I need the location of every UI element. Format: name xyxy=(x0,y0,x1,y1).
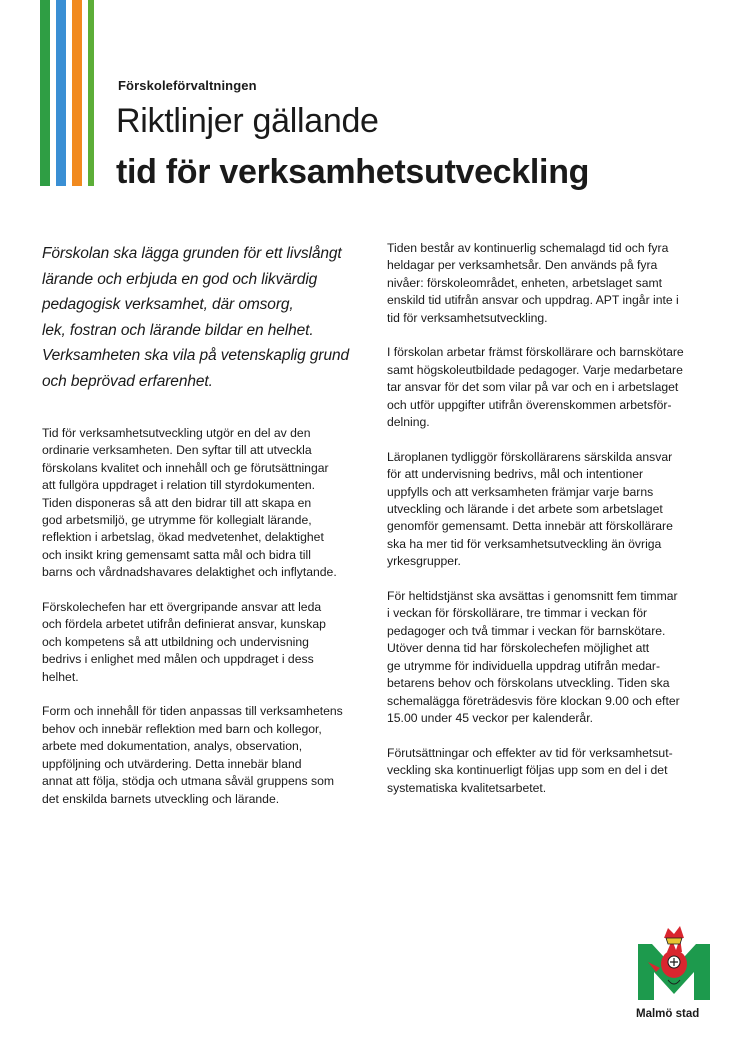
text-line: I förskolan arbetar främst förskollärare och barnskötare xyxy=(387,345,684,360)
stripe-light-green xyxy=(88,0,94,186)
text-line: god arbetsmiljö, ge utrymme för kollegialt lärande, xyxy=(42,513,312,528)
intro-line: och beprövad erfarenhet. xyxy=(42,372,213,390)
intro-line: Förskolan ska lägga grunden för ett livslångt xyxy=(42,245,342,262)
text-line: förskolans kvalitet och innehåll och ge förutsättningar xyxy=(42,460,329,475)
intro-line: pedagogisk verksamhet, där omsorg, xyxy=(42,296,294,313)
text-line: att fullgöra uppdraget i relation till styrdokumenten. xyxy=(42,478,316,493)
intro-line: lärande och erbjuda en god och likvärdig xyxy=(42,270,318,288)
text-line: genomför gemensamt. Detta innebär att förskollärare xyxy=(387,519,673,534)
page-title-line1: Riktlinjer gällande xyxy=(116,102,379,140)
decorative-stripes xyxy=(40,0,94,186)
text-line: tid för verksamhetsutveckling. xyxy=(387,310,548,325)
text-line: delning. xyxy=(387,415,430,430)
text-line: enskild tid utifrån ansvar och uppdrag. APT ingår inte i xyxy=(387,293,679,308)
right-column xyxy=(387,240,717,814)
text-line: tar ansvar för det som vilar på var och en i arbetslaget xyxy=(387,380,679,395)
paragraph xyxy=(42,703,372,807)
text-line: behov och innebär reflektion med barn och kollegor, xyxy=(42,721,322,736)
page-title-line2: tid för verksamhetsutveckling xyxy=(116,153,590,191)
intro-quote xyxy=(42,241,372,394)
city-name: Malmö stad xyxy=(636,1008,700,1020)
text-line: uppföljning och utvärdering. Detta innebär bland xyxy=(42,756,302,771)
text-line: Förskolechefen har ett övergripande ansvar att leda xyxy=(42,600,322,615)
paragraph xyxy=(42,425,372,582)
malmo-coat-of-arms-icon xyxy=(634,922,714,1022)
intro-line: Verksamheten ska vila på vetenskaplig grund xyxy=(42,347,350,364)
text-line: systematiska kvalitetsarbetet. xyxy=(387,780,547,795)
text-line: Utöver denna tid har förskolechefen möjlighet att xyxy=(387,641,650,656)
text-line: för att undervisning bedrivs, mål och intentioner xyxy=(387,467,644,482)
text-line: ska ha mer tid för verksamhetsutveckling än övriga xyxy=(387,536,662,551)
stripe-blue xyxy=(56,0,66,186)
text-line: utveckling och lärande i det arbete som arbetslaget xyxy=(387,502,663,517)
paragraph xyxy=(42,599,372,686)
paragraph xyxy=(387,745,717,797)
left-column xyxy=(42,425,372,825)
text-line: och fördela arbetet utifrån definierat ansvar, kunskap xyxy=(42,617,326,632)
text-line: annat att följa, stödja och utmana såväl gruppens som xyxy=(42,774,335,789)
text-line: reflektion i arbetslag, ökad medvetenhet, delaktighet xyxy=(42,530,324,545)
text-line: helhet. xyxy=(42,669,79,684)
text-line: och kompetens så att utbildning och undervisning xyxy=(42,634,309,649)
text-line: det enskilda barnets utveckling och lärande. xyxy=(42,791,280,806)
text-line: och insikt kring gemensamt satta mål och bidra till xyxy=(42,547,311,562)
text-line: nivåer: förskoleområdet, enheten, arbetslaget samt xyxy=(387,275,663,290)
text-line: schemalägga företrädesvis före klockan 9.00 och efter xyxy=(387,693,680,708)
stripe-green xyxy=(40,0,50,186)
text-line: Tiden disponeras så att den bidrar till att skapa en xyxy=(42,495,312,510)
text-line: betarens behov och förskolans utveckling. Tiden ska xyxy=(387,676,670,691)
text-line: uppfylls och att verksamheten främjar varje barns xyxy=(387,484,654,499)
text-line: och utför uppgifter utifrån överenskommen arbetsför- xyxy=(387,397,672,412)
text-line: pedagoger och två timmar i veckan för barnskötare. xyxy=(387,623,666,638)
text-line: ordinarie verksamheten. Den syftar till att utveckla xyxy=(42,443,312,458)
text-line: i veckan för förskollärare, tre timmar i veckan för xyxy=(387,606,648,621)
paragraph xyxy=(387,449,717,571)
text-line: samt högskoleutbildade pedagoger. Varje medarbetare xyxy=(387,362,683,377)
paragraph xyxy=(387,588,717,727)
text-line: heldagar per verksamhetsår. Den används på fyra xyxy=(387,258,658,273)
text-line: Form och innehåll för tiden anpassas till verksamhetens xyxy=(42,704,343,719)
text-line: Tid för verksamhetsutveckling utgör en del av den xyxy=(42,426,311,440)
text-line: Tiden består av kontinuerlig schemalagd tid och fyra xyxy=(387,241,669,255)
text-line: bedrivs i enlighet med målen och uppdraget i dess xyxy=(42,652,314,667)
text-line: yrkesgrupper. xyxy=(387,554,461,569)
paragraph xyxy=(387,344,717,431)
intro-line: lek, fostran och lärande bildar en helhet. xyxy=(42,321,314,339)
paragraph xyxy=(387,240,717,327)
text-line: veckling ska kontinuerligt följas upp som en del i det xyxy=(387,763,668,778)
text-line: För heltidstjänst ska avsättas i genomsnitt fem timmar xyxy=(387,589,678,604)
text-line: 15.00 under 45 veckor per kalenderår. xyxy=(387,710,593,725)
text-line: Förutsättningar och effekter av tid för verksamhetsut- xyxy=(387,745,673,760)
stripe-orange xyxy=(72,0,82,186)
text-line: barns och vårdnadshavares delaktighet och inflytande. xyxy=(42,565,337,580)
text-line: ge utrymme för individuella uppdrag utifrån medar- xyxy=(387,658,660,673)
text-line: arbete med dokumentation, analys, observation, xyxy=(42,739,303,754)
department-name: Förskoleförvaltningen xyxy=(118,78,257,93)
text-line: Läroplanen tydliggör förskollärarens särskilda ansvar xyxy=(387,449,673,464)
